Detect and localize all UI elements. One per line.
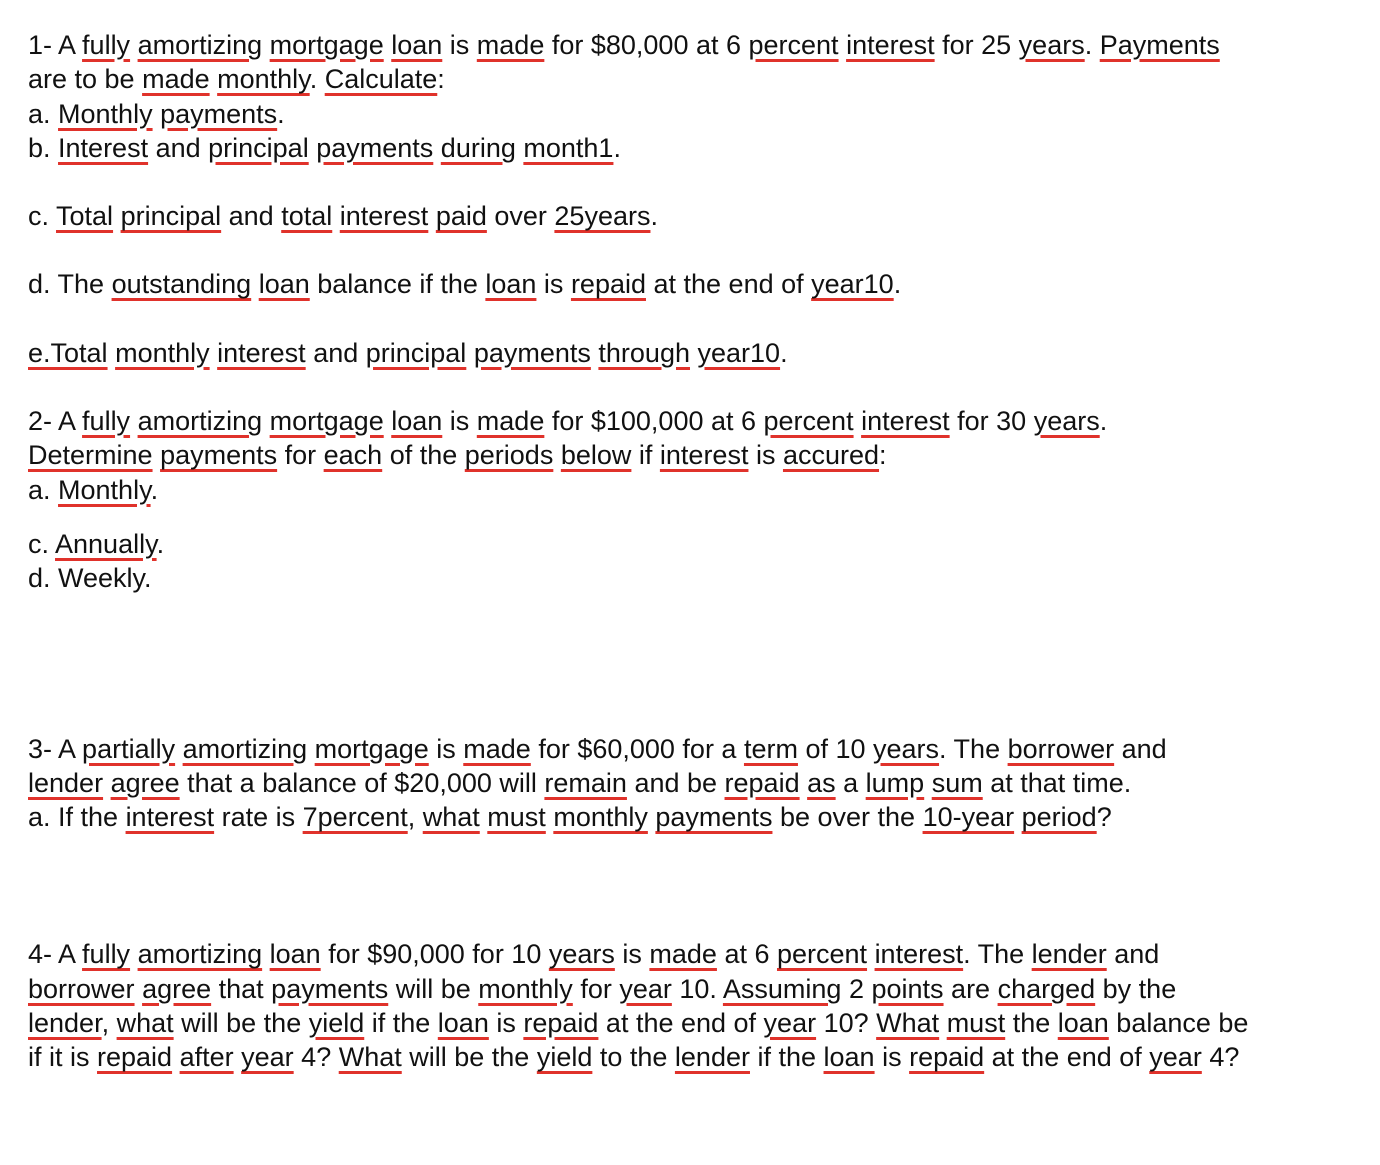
text-run: . The [939, 733, 1008, 764]
spellcheck-flagged-word: after [179, 1042, 234, 1073]
question-3 [28, 732, 1358, 835]
spellcheck-flagged-word: made [142, 64, 210, 95]
text-run [262, 939, 270, 969]
spellcheck-flagged-word: loan [437, 1008, 489, 1039]
spellcheck-flagged-word: payments [655, 802, 773, 833]
spellcheck-flagged-word: total [281, 201, 333, 232]
text-run: if the [749, 1042, 824, 1073]
spellcheck-flagged-word: repaid [97, 1042, 173, 1073]
spellcheck-flagged-word: fully [82, 30, 131, 60]
text-run: at that time. [982, 767, 1132, 798]
spellcheck-flagged-word: Calculate [324, 64, 438, 95]
spellcheck-flagged-word: years [1033, 406, 1100, 437]
text-run: at the end of [598, 1008, 764, 1039]
text-line [28, 404, 1358, 438]
spellcheck-flagged-word: payments [271, 973, 389, 1004]
spellcheck-flagged-word: mortgage [269, 406, 384, 437]
spellcheck-flagged-word: interest [861, 406, 950, 437]
spellcheck-flagged-word: must [946, 1008, 1006, 1039]
spellcheck-flagged-word: fully [82, 406, 131, 437]
spellcheck-flagged-word: year [241, 1042, 294, 1073]
text-run: to the [592, 1042, 675, 1073]
spellcheck-flagged-word: interest [846, 30, 935, 60]
text-run [175, 734, 183, 764]
spellcheck-flagged-word: principal [120, 201, 222, 232]
spellcheck-flagged-word: Monthly [58, 474, 151, 505]
text-run: will be the [401, 1042, 537, 1073]
spellcheck-flagged-word: paid [435, 201, 487, 232]
spellcheck-flagged-word: loan [391, 406, 443, 437]
spellcheck-flagged-word: 7percent [302, 802, 408, 833]
text-run: b. [28, 132, 59, 163]
text-run: will be [388, 973, 479, 1004]
text-line [28, 438, 1358, 472]
spellcheck-flagged-word: lender [1031, 939, 1107, 970]
spellcheck-flagged-word: principal [365, 337, 467, 368]
document-body [28, 28, 1358, 1075]
spellcheck-flagged-word: Determine [28, 440, 153, 471]
spellcheck-flagged-word: What [338, 1042, 402, 1073]
text-run [1014, 802, 1022, 832]
text-run: and be [626, 767, 725, 798]
paragraph-gap [28, 834, 1358, 937]
text-run [103, 768, 111, 798]
text-run: and [305, 337, 366, 368]
spellcheck-flagged-word: monthly [478, 973, 573, 1004]
spellcheck-flagged-word: yield [536, 1042, 593, 1073]
text-run: if the [364, 1008, 438, 1039]
text-run: . [1099, 406, 1108, 437]
text-run: . [613, 132, 621, 163]
spellcheck-flagged-word: loan [258, 269, 310, 300]
text-run: a. [28, 98, 59, 129]
spellcheck-flagged-word: years [873, 733, 940, 764]
spellcheck-flagged-word: year10 [697, 337, 781, 368]
question-4 [28, 937, 1358, 1074]
text-run [839, 30, 847, 60]
spellcheck-flagged-word: lender [28, 767, 104, 798]
spellcheck-flagged-word: monthly [115, 337, 210, 368]
text-run: 3- A [28, 733, 83, 764]
text-run: balance be [1108, 1008, 1249, 1039]
spellcheck-flagged-word: below [560, 440, 632, 471]
text-run: is [536, 269, 571, 300]
text-run: . [780, 337, 788, 368]
spellcheck-flagged-word: period [1021, 802, 1097, 833]
question-1-stem [28, 28, 1358, 165]
spellcheck-flagged-word: periods [464, 440, 554, 471]
text-run [466, 338, 474, 368]
spellcheck-flagged-word: must [487, 802, 546, 833]
text-run [690, 338, 698, 368]
text-run: 2- A [28, 406, 83, 437]
text-line [28, 561, 1358, 595]
text-run: at the end of [646, 269, 812, 300]
text-run: for [572, 973, 620, 1004]
text-run [924, 768, 932, 798]
spellcheck-flagged-word: lender [28, 1008, 102, 1039]
text-run: d. Weekly. [28, 563, 152, 594]
spellcheck-flagged-word: fully [82, 939, 131, 970]
text-run: . [893, 269, 902, 300]
text-run: , [407, 802, 423, 833]
text-line [28, 972, 1358, 1006]
spellcheck-flagged-word: yield [308, 1008, 365, 1039]
spellcheck-flagged-word: percent [776, 939, 868, 970]
question-2-stem [28, 404, 1358, 507]
text-run: for 25 [934, 30, 1019, 60]
spellcheck-flagged-word: amortizing [137, 406, 263, 437]
text-run: is [614, 939, 650, 970]
spellcheck-flagged-word: loan [391, 30, 443, 60]
spellcheck-flagged-word: repaid [523, 1008, 599, 1039]
spellcheck-flagged-word: percent [763, 406, 854, 437]
text-run: at the end of [984, 1042, 1150, 1073]
text-run [153, 440, 161, 470]
text-line [28, 336, 1358, 370]
text-run: . [1084, 30, 1100, 60]
text-line [28, 62, 1358, 96]
text-run: for [277, 440, 324, 471]
text-run: . [650, 201, 658, 232]
text-line [28, 473, 1358, 507]
text-run: if [631, 440, 660, 471]
text-line [28, 527, 1358, 561]
spellcheck-flagged-word: payments [160, 98, 278, 129]
spellcheck-flagged-word: Payments [1099, 30, 1220, 60]
text-line [28, 199, 1358, 233]
spellcheck-flagged-word: as [807, 767, 836, 798]
spellcheck-flagged-word: interest [874, 939, 964, 970]
text-run: over [486, 201, 555, 232]
spellcheck-flagged-word: percent [748, 30, 839, 60]
text-run: is [874, 1042, 910, 1073]
text-run: . [309, 64, 325, 95]
text-run: , [101, 1008, 117, 1039]
spellcheck-flagged-word: Total [56, 201, 114, 232]
text-run: be over the [772, 802, 923, 833]
paragraph-gap [28, 302, 1358, 336]
text-run: for $60,000 for a [530, 733, 744, 764]
text-run: is [488, 1008, 524, 1039]
text-run: 4? [1201, 1042, 1240, 1073]
text-run: . [150, 474, 159, 505]
spellcheck-flagged-word: repaid [724, 767, 800, 798]
text-run [332, 201, 340, 231]
text-run: rate is [214, 802, 303, 833]
text-line [28, 800, 1358, 834]
spellcheck-flagged-word: lump [865, 767, 925, 798]
text-run: and [221, 201, 282, 232]
spellcheck-flagged-word: payments [473, 337, 591, 368]
spellcheck-flagged-word: agree [142, 973, 212, 1004]
spellcheck-flagged-word: Annually [55, 528, 157, 559]
spellcheck-flagged-word: each [323, 440, 383, 471]
spellcheck-flagged-word: loan [823, 1042, 875, 1073]
text-run: and [148, 132, 209, 163]
spellcheck-flagged-word: through [598, 337, 690, 368]
text-run: a. If the [28, 802, 126, 833]
spellcheck-flagged-word: payments [160, 440, 278, 471]
spellcheck-flagged-word: remain [544, 767, 627, 798]
text-run: 4- A [28, 939, 83, 970]
text-run: c. [28, 201, 57, 232]
text-run: and [1106, 939, 1160, 970]
text-run [800, 768, 808, 798]
text-line [28, 97, 1358, 131]
spellcheck-flagged-word: years [1018, 30, 1085, 60]
spellcheck-flagged-word: principal [208, 132, 309, 163]
text-run [433, 133, 441, 163]
text-run [130, 30, 138, 60]
spellcheck-flagged-word: repaid [909, 1042, 985, 1073]
text-run [939, 1008, 947, 1038]
spellcheck-flagged-word: mortgage [269, 30, 384, 60]
spellcheck-flagged-word: outstanding [111, 269, 252, 300]
spellcheck-flagged-word: loan [1057, 1008, 1109, 1039]
text-run [210, 338, 218, 368]
text-run [428, 201, 436, 231]
spellcheck-flagged-word: payments [316, 132, 434, 163]
spellcheck-flagged-word: agree [110, 767, 180, 798]
text-run: is [428, 733, 464, 764]
text-run: 2 [841, 973, 872, 1004]
text-run: are [943, 973, 998, 1004]
text-run [262, 30, 270, 60]
text-run: for $80,000 at 6 [544, 30, 749, 60]
spellcheck-flagged-word: during [440, 132, 516, 163]
text-run [867, 939, 875, 969]
spellcheck-flagged-word: accured [782, 440, 880, 471]
spellcheck-flagged-word: lender [674, 1042, 750, 1073]
text-run [113, 201, 121, 231]
paragraph-gap [28, 596, 1358, 732]
text-run: of 10 [797, 733, 874, 764]
text-run: for $100,000 at 6 [544, 406, 764, 437]
text-run: at 6 [716, 939, 777, 970]
text-run: if it is [28, 1042, 98, 1073]
text-run: will be the [173, 1008, 309, 1039]
spellcheck-flagged-word: interest [125, 802, 215, 833]
text-run [108, 338, 116, 368]
text-run: : [879, 440, 887, 471]
paragraph-gap [28, 233, 1358, 267]
spellcheck-flagged-word: amortizing [182, 733, 308, 764]
text-run [130, 939, 138, 969]
spellcheck-flagged-word: loan [485, 269, 537, 300]
spellcheck-flagged-word: Monthly [58, 98, 153, 129]
spellcheck-flagged-word: mortgage [314, 733, 429, 764]
spellcheck-flagged-word: amortizing [137, 939, 263, 970]
text-run [854, 406, 862, 436]
spellcheck-flagged-word: years [548, 939, 615, 970]
text-run: d. The [28, 269, 112, 300]
spellcheck-flagged-word: charged [997, 973, 1096, 1004]
spellcheck-flagged-word: What [876, 1008, 940, 1039]
text-run: is [442, 30, 477, 60]
spellcheck-flagged-word: monthly [553, 802, 648, 833]
spellcheck-flagged-word: what [422, 802, 480, 833]
text-run: are to be [28, 64, 143, 95]
text-line [28, 1040, 1358, 1074]
text-line [28, 766, 1358, 800]
text-run: . The [963, 939, 1032, 970]
text-run: is [748, 440, 783, 471]
text-line [28, 732, 1358, 766]
text-run: a [835, 767, 866, 798]
text-run [307, 734, 315, 764]
text-run: by the [1095, 973, 1177, 1004]
text-run: . [277, 98, 285, 129]
spellcheck-flagged-word: made [463, 733, 531, 764]
text-run: of the [382, 440, 465, 471]
text-run: is [442, 406, 477, 437]
spellcheck-flagged-word: made [476, 30, 545, 60]
spellcheck-flagged-word: year [619, 973, 672, 1004]
spellcheck-flagged-word: year10 [811, 269, 894, 300]
spellcheck-flagged-word: year [763, 1008, 817, 1039]
question-2-parts-c-d [28, 527, 1358, 596]
text-run [153, 99, 161, 129]
text-run [234, 1042, 242, 1072]
text-run: and [1114, 733, 1167, 764]
paragraph-gap [28, 507, 1358, 527]
spellcheck-flagged-word: points [871, 973, 944, 1004]
spellcheck-flagged-word: loan [269, 939, 321, 970]
spellcheck-flagged-word: borrower [28, 973, 135, 1004]
text-run [251, 269, 259, 299]
text-run [172, 1042, 180, 1072]
text-run: a. [28, 474, 59, 505]
spellcheck-flagged-word: monthly [217, 64, 310, 95]
text-line [28, 28, 1358, 62]
text-run: that a balance of $20,000 will [179, 767, 545, 798]
spellcheck-flagged-word: borrower [1007, 733, 1115, 764]
question-1-part-c [28, 199, 1358, 233]
text-run [135, 974, 143, 1004]
text-line [28, 1006, 1358, 1040]
spellcheck-flagged-word: year [1149, 1042, 1202, 1073]
text-line [28, 131, 1358, 165]
question-1-part-d [28, 267, 1358, 301]
text-run: for 30 [949, 406, 1034, 437]
spellcheck-flagged-word: interest [659, 440, 749, 471]
text-run [210, 64, 218, 94]
paragraph-gap [28, 370, 1358, 404]
text-run: c. [28, 528, 56, 559]
text-run: the [1005, 1008, 1058, 1039]
spellcheck-flagged-word: interest [339, 201, 429, 232]
spellcheck-flagged-word: sum [931, 767, 983, 798]
text-run: 4? [293, 1042, 339, 1073]
spellcheck-flagged-word: made [649, 939, 717, 970]
spellcheck-flagged-word: Interest [58, 132, 149, 163]
spellcheck-flagged-word: made [476, 406, 545, 437]
text-line [28, 267, 1358, 301]
text-run [553, 440, 561, 470]
question-1-part-e [28, 336, 1358, 370]
spellcheck-flagged-word: partially [82, 733, 176, 764]
spellcheck-flagged-word: term [743, 733, 798, 764]
text-run: for $90,000 for 10 [320, 939, 549, 970]
spellcheck-flagged-word: 10-year [922, 802, 1015, 833]
text-run [262, 406, 270, 436]
spellcheck-flagged-word: repaid [570, 269, 646, 300]
spellcheck-flagged-word: e.Total [28, 337, 108, 368]
text-run: : [437, 64, 445, 95]
text-run: that [211, 973, 272, 1004]
text-run: 10. [671, 973, 723, 1004]
spellcheck-flagged-word: what [116, 1008, 174, 1039]
text-run: 10? [816, 1008, 877, 1039]
text-run: ? [1096, 802, 1112, 833]
text-line [28, 937, 1358, 971]
spellcheck-flagged-word: 25years [554, 201, 651, 232]
spellcheck-flagged-word: amortizing [137, 30, 263, 60]
spellcheck-flagged-word: month1 [523, 132, 614, 163]
text-run: . [156, 528, 165, 559]
spellcheck-flagged-word: interest [217, 337, 306, 368]
text-run: 1- A [28, 30, 83, 60]
spellcheck-flagged-word: Assuming [722, 973, 842, 1004]
text-run: balance if the [309, 269, 486, 300]
text-run [130, 406, 138, 436]
paragraph-gap [28, 165, 1358, 199]
